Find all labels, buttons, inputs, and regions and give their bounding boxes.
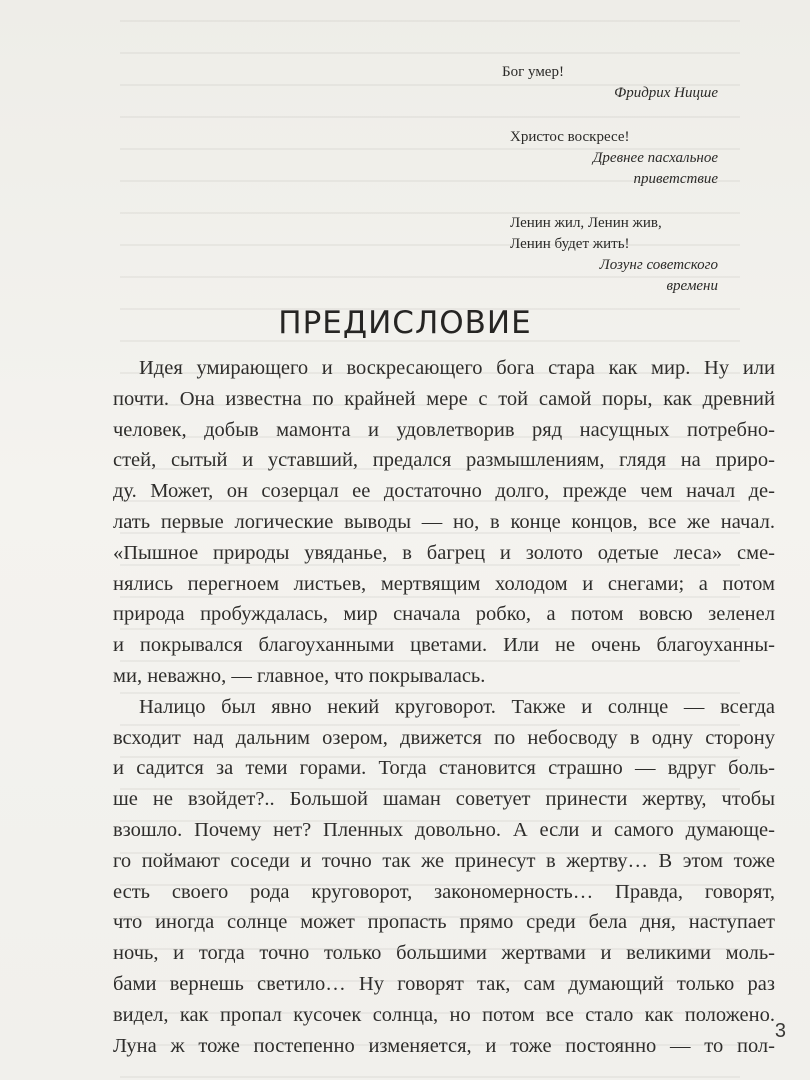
text-line: всходит над дальним озером, движется по небосводу в одну сторону — [113, 726, 775, 749]
text-line: лать первые логические выводы — но, в конце концов, все же начал. — [113, 510, 775, 533]
epigraphs — [470, 62, 718, 320]
epigraph-attribution: Фридрих Ницше — [614, 85, 718, 101]
epigraph-attribution: времени — [666, 278, 718, 294]
text-line: стей, сытый и уставший, предался размышлениям, глядя на приро- — [113, 449, 775, 472]
epigraph-attribution: приветствие — [633, 171, 718, 187]
text-line: есть своего рода круговорот, закономерность… Правда, говорят, — [113, 880, 775, 903]
paragraph-1 — [113, 353, 775, 692]
text-line: природа пробуждалась, мир сначала робко, а потом вовсю зеленел — [113, 603, 775, 626]
text-line: Луна ж тоже постепенно изменяется, и тоже постоянно — то пол- — [113, 1034, 775, 1057]
text-line: ше не взойдет?.. Большой шаман советует принести жертву, чтобы — [113, 788, 775, 811]
text-line: бами вернешь светило… Ну говорят так, сам думающий только раз — [113, 972, 775, 995]
body-text — [113, 353, 775, 1061]
epigraph-quote: Христос воскресе! — [510, 129, 630, 145]
epigraph-quote: Ленин жил, Ленин жив, — [510, 215, 662, 231]
epigraph-quote: Ленин будет жить! — [510, 236, 630, 252]
epigraph-lenin — [510, 213, 718, 297]
epigraph-easter — [510, 127, 718, 190]
text-line: почти. Она известна по крайней мере с той самой поры, как древний — [113, 387, 775, 410]
chapter-heading: ПРЕДИСЛОВИЕ — [278, 305, 532, 341]
epigraph-attribution: Древнее пасхальное — [592, 150, 718, 166]
paragraph-2 — [113, 692, 775, 1062]
text-line: нялись перегноем листьев, мертвящим холодом и снегами; а потом — [113, 572, 775, 595]
text-line: го поймают соседи и точно так же принесут в жертву… В этом тоже — [113, 849, 775, 872]
text-line: что иногда солнце может пропасть прямо среди бела дня, наступает — [113, 911, 775, 934]
epigraph-quote: Бог умер! — [502, 64, 564, 80]
text-line: «Пышное природы увяданье, в багрец и золото одетые леса» сме- — [113, 541, 775, 564]
text-line: Налицо был явно некий круговорот. Также и солнце — всегда — [139, 695, 775, 718]
text-line: ночь, и тогда точно только большими жертвами и великими моль- — [113, 942, 775, 965]
text-line: человек, добыв мамонта и удовлетворив ряд насущных потребно- — [113, 418, 775, 441]
text-line: и покрывался благоуханными цветами. Или не очень благоуханны- — [113, 634, 775, 657]
text-line: видел, как пропал кусочек солнца, но потом все стало как положено. — [113, 1003, 775, 1026]
text-line: ду. Может, он созерцал ее достаточно долго, прежде чем начал де- — [113, 480, 775, 503]
page-number: 3 — [774, 1020, 786, 1042]
epigraph-nietzsche — [502, 62, 718, 104]
text-line: Идея умирающего и воскресающего бога стара как мир. Ну или — [139, 357, 775, 379]
text-line: взошло. Почему нет? Пленных довольно. А если и самого думающе- — [113, 818, 775, 841]
text-line: ми, неважно, — главное, что покрывалась. — [113, 664, 486, 687]
text-line: и садится за теми горами. Тогда становится страшно — вдруг боль- — [113, 757, 775, 780]
epigraph-attribution: Лозунг советского — [599, 257, 718, 273]
